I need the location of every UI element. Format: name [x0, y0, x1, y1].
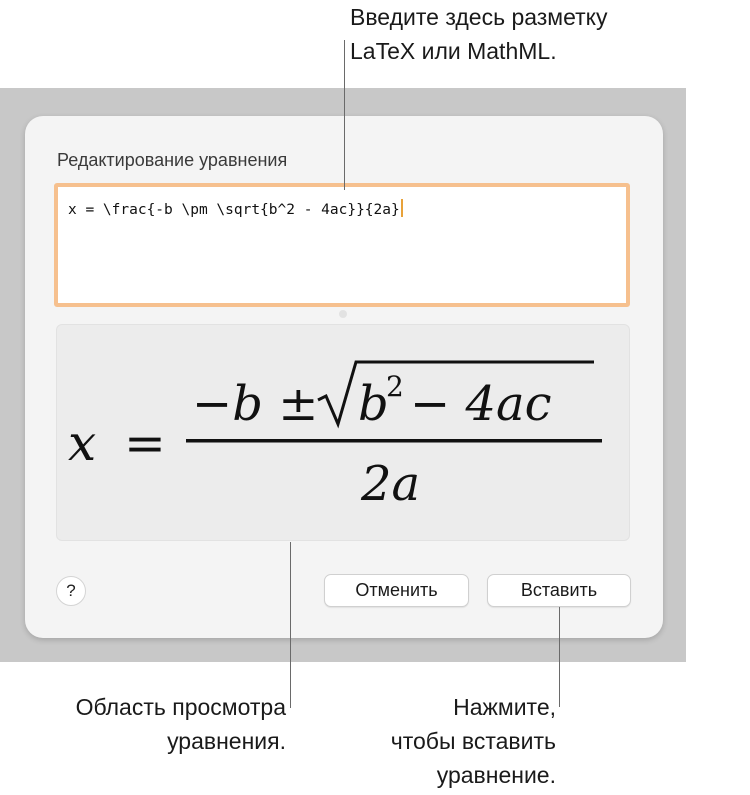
insert-button[interactable]: Вставить — [487, 574, 631, 607]
formula-radicand: b — [358, 376, 389, 432]
callout-preview: Область просмотра уравнения. — [75, 694, 286, 754]
equation-preview-formula — [56, 324, 630, 541]
help-button[interactable]: ? — [56, 576, 86, 606]
equation-markup-text[interactable] — [68, 199, 403, 218]
callout-markup: Введите здесь разметку LaTeX или MathML. — [350, 4, 608, 64]
formula-denominator: 2a — [361, 456, 421, 512]
formula-radicand-rest: − 4ac — [410, 376, 552, 432]
leader-line-markup — [344, 40, 345, 190]
formula-exponent: 2 — [386, 370, 404, 403]
leader-line-insert — [559, 607, 560, 707]
editor-value: x = \frac{-b \pm \sqrt{b^2 - 4ac}}{2a} — [68, 202, 400, 218]
text-caret — [401, 199, 403, 217]
fraction-bar — [186, 439, 602, 443]
cancel-button[interactable]: Отменить — [324, 574, 469, 607]
equation-markup-input[interactable] — [54, 183, 630, 307]
resize-handle[interactable] — [339, 310, 347, 318]
formula-numerator-pm: −b ± — [192, 376, 319, 432]
callout-insert: Нажмите, чтобы вставить уравнение. — [390, 694, 556, 788]
dialog-title: Редактирование уравнения — [57, 150, 288, 170]
formula-lhs: x — [68, 414, 97, 472]
leader-line-preview — [290, 542, 291, 708]
formula-equals: = — [124, 414, 166, 472]
